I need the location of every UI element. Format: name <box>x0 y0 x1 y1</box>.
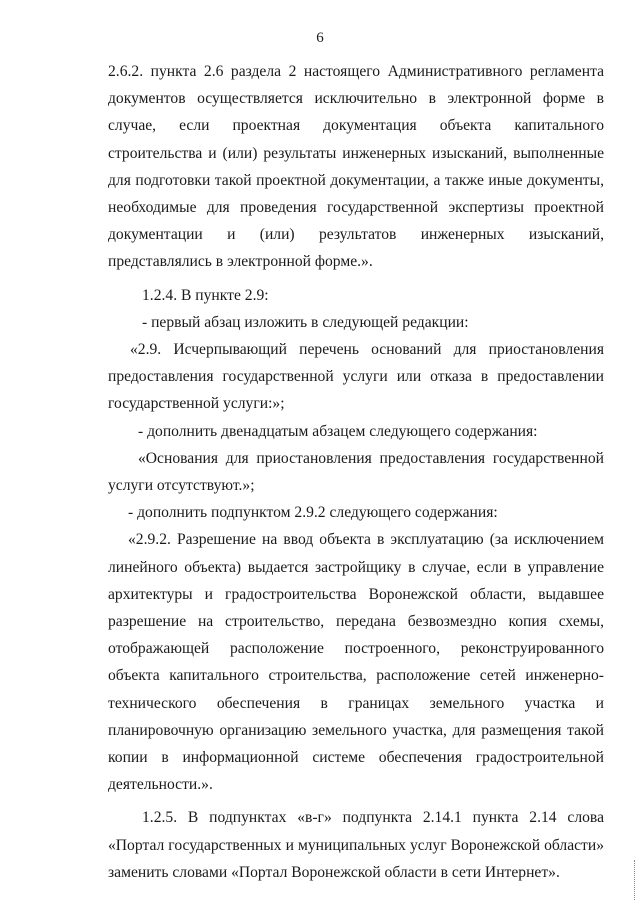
paragraph-add-subitem-2-9-2: - дополнить подпунктом 2.9.2 следующего содержания: <box>128 504 498 522</box>
paragraph-item-1-2-4: 1.2.4. В пункте 2.9: <box>142 286 269 304</box>
paragraph-item-1-2-5: 1.2.5. В подпунктах «в-г» подпункта 2.14.1 пункта 2.14 слова «Портал государственных и муниципальных услуг Воронежской области» заменить словами «Портал Воронежской области в сети Интернет». <box>108 809 604 881</box>
paragraph-first-abzac-instruction: - первый абзац изложить в следующей редакции: <box>142 313 469 331</box>
scan-edge-mark <box>634 860 638 900</box>
page-number: 6 <box>316 30 324 46</box>
paragraph-continuation-2-6-2: 2.6.2. пункта 2.6 раздела 2 настоящего Административного регламента документов осуществляется исключительно в электронной форме в случае, если проектная документация объекта капитального строительства и (или) результаты инженерных изысканий, выполненные для подготовки такой проектной документации, а также иные документы, необходимые для проведения государственной экспертизы проектной документации и (или) результатов инженерных изысканий, представлялись в электронной форме.». <box>108 63 604 271</box>
document-body <box>108 58 604 886</box>
paragraph-quote-2-9: «2.9. Исчерпывающий перечень оснований для приостановления предоставления государственной услуги или отказа в предоставлении государственной услуги:»; <box>108 341 604 413</box>
paragraph-quote-grounds: «Основания для приостановления предоставления государственной услуги отсутствуют.»; <box>108 449 604 495</box>
paragraph-quote-2-9-2: «2.9.2. Разрешение на ввод объекта в эксплуатацию (за исключением линейного объекта) выдается застройщику в случае, если в управление архитектуры и градостроительства Воронежской области, выдавшее разрешение на строительство, передана безвозмездно копия схемы, отображающей расположение построенного, реконструированного объекта капитального строительства, расположение сетей инженерно-технического обеспечения в границах земельного участка и планировочную организацию земельного участка, для размещения такой копии в информационной системе обеспечения градостроительной деятельности.». <box>108 531 604 794</box>
paragraph-add-twelfth-abzac: - дополнить двенадцатым абзацем следующего содержания: <box>138 422 538 440</box>
